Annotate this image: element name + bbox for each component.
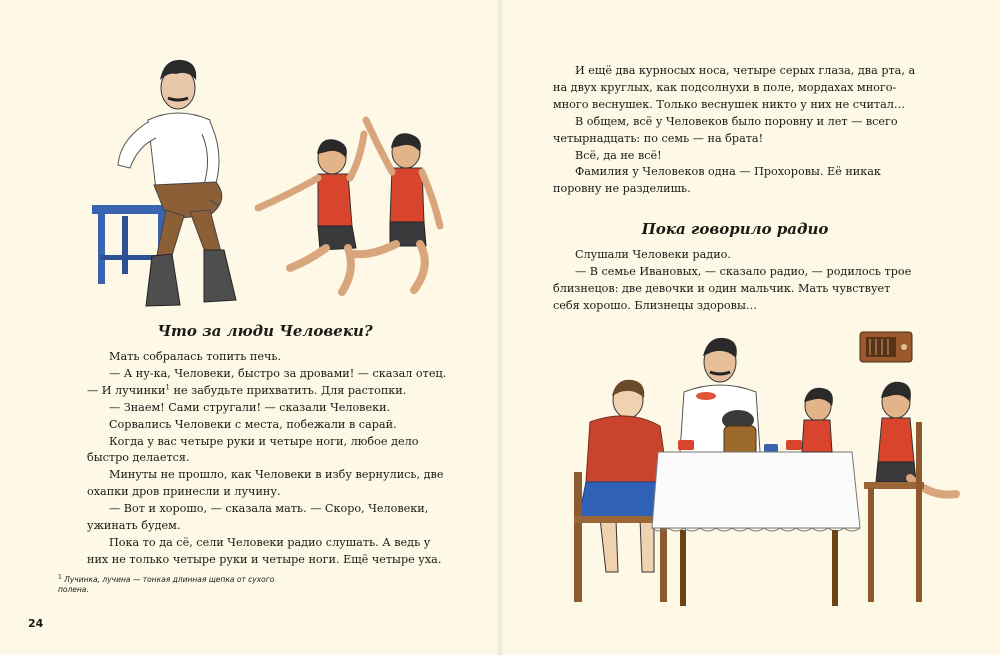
paragraph: Сорвались Человеки с места, побежали в сарай.: [109, 417, 397, 431]
page-number: 24: [28, 617, 44, 630]
tea-table: [652, 452, 860, 606]
paragraph: — А ну-ка, Человеки, быстро за дровами! — сказал отец. — И лучинки$^1$ не забудьте прихватить. Для растопки.: [87, 366, 447, 397]
paragraph: Мать собралась топить печь.: [109, 350, 282, 363]
section-title-right: Пока говорило радио: [641, 220, 829, 238]
paragraph: Фамилия у Человеков одна — Прохоровы. Её никак поровну не разделишь.: [553, 165, 881, 196]
paragraph: И ещё два курносых носа, четыре серых глаза, два рта, а на двух круглых, как подсолнухи в поле, мордахах много-много веснушек. Только веснушек никто у них не считал…: [553, 64, 916, 111]
paragraph: Слушали Человеки радио.: [575, 248, 731, 261]
paragraph: В общем, всё у Человеков было поровну и лет — всего четырнадцать: по семь — на брата!: [553, 114, 898, 145]
family-tea-table-illustration: [560, 322, 970, 622]
paragraph: — Вот и хорошо, — сказала мать. — Скоро, Человеки, ужинать будем.: [87, 502, 429, 533]
boy-at-table: [802, 388, 833, 452]
paragraph: — В семье Ивановых, — сказало радио, — родилось трое близнецов: две девочки и один мальчик. Мать чувствует себя хорошо. Близнецы здоровы…: [553, 264, 912, 312]
right-page: [500, 0, 1000, 655]
running-boy-left: [258, 134, 364, 292]
father-figure: [118, 60, 236, 306]
section-title-left: Что за люди Человеки?: [157, 322, 373, 340]
paragraph: Минуты не прошло, как Человеки в избу вернулись, две охапки дров принесли и лучину.: [87, 468, 444, 499]
footnote-number: 1: [58, 573, 62, 581]
paragraph: Всё, да не всё!: [575, 148, 662, 162]
radio-icon: [860, 332, 912, 362]
paragraph: Пока то да сё, сели Человеки радио слушать. А ведь у них не только четыре руки и четыре ноги. Ещё четыре уха.: [87, 535, 442, 566]
paragraph: Когда у вас четыре руки и четыре ноги, любое дело быстро делается.: [87, 434, 419, 465]
father-and-boys-illustration: [60, 50, 450, 310]
footnote-text: Лучинка, лучина — тонкая длинная щепка от сухого полена.: [58, 575, 275, 594]
running-boy-right: [354, 120, 440, 290]
footnote: [58, 575, 278, 595]
body-text-left: [87, 349, 452, 569]
body-text-right-bottom: [553, 247, 917, 315]
paragraph: — Знаем! Сами стругали! — сказали Человеки.: [109, 400, 391, 414]
body-text-right-top: [553, 63, 917, 198]
footnote-marker: 1: [165, 383, 170, 392]
